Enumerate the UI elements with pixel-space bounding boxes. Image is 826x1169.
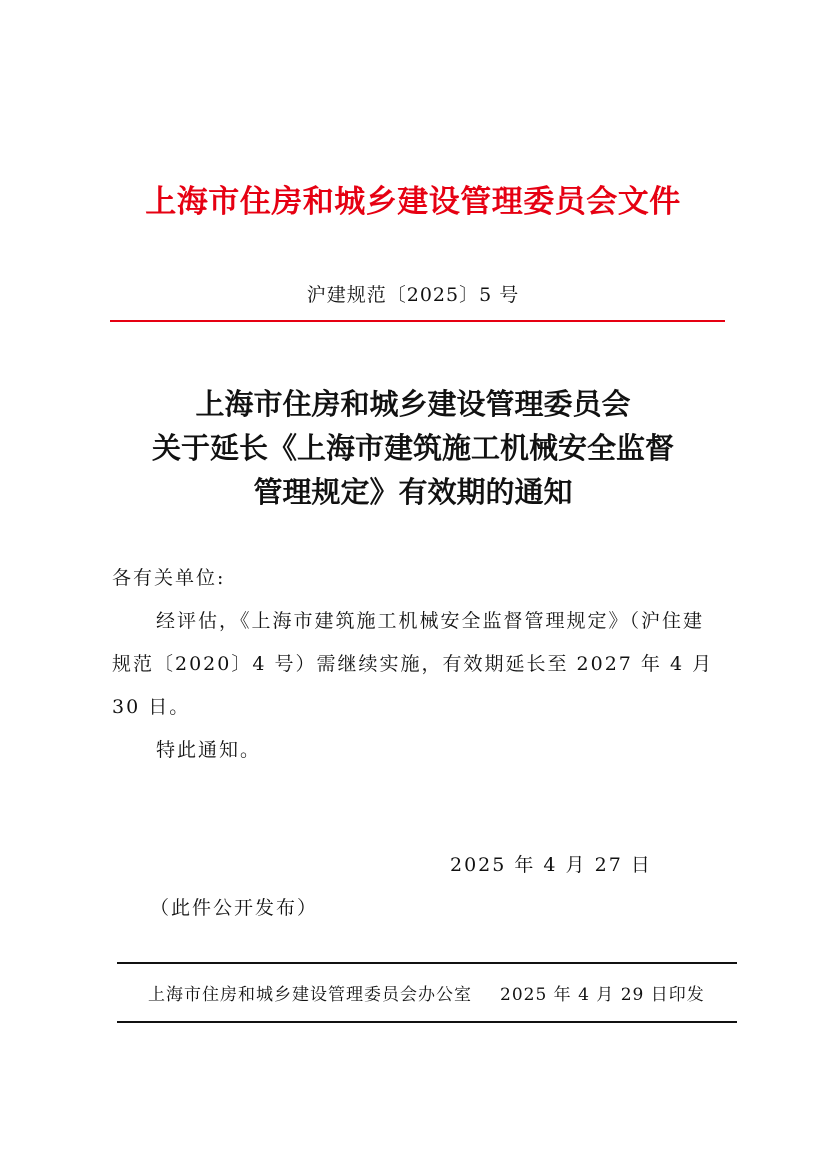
signature-date: 2025 年 4 月 27 日 [450,854,652,876]
notice-title-line-2: 关于延长《上海市建筑施工机械安全监督 [151,431,674,465]
publish-note: （此件公开发布） [150,897,319,919]
issuance-footer [148,980,705,1005]
header-divider [110,320,725,322]
notice-body [112,557,716,772]
notice-title [0,382,826,514]
notice-title-line-1: 上海市住房和城乡建设管理委员会 [195,387,631,421]
closing-paragraph: 特此通知。 [156,739,262,761]
footer-top-divider [117,962,737,964]
document-number: 沪建规范〔2025〕5 号 [306,284,520,306]
issuer-name: 上海市住房和城乡建设管理委员会办公室 [148,985,472,1005]
salutation: 各有关单位: [112,567,226,589]
body-paragraph: 经评估，《上海市建筑施工机械安全监督管理规定》（沪住建规范〔2020〕4 号）需继续实施，有效期延长至 2027 年 4 月 30 日。 [112,610,714,718]
footer-bottom-divider [117,1021,737,1023]
issue-date: 2025 年 4 月 29 日印发 [500,985,705,1005]
document-header-title: 上海市住房和城乡建设管理委员会文件 [145,184,681,220]
notice-title-line-3: 管理规定》有效期的通知 [253,475,573,509]
